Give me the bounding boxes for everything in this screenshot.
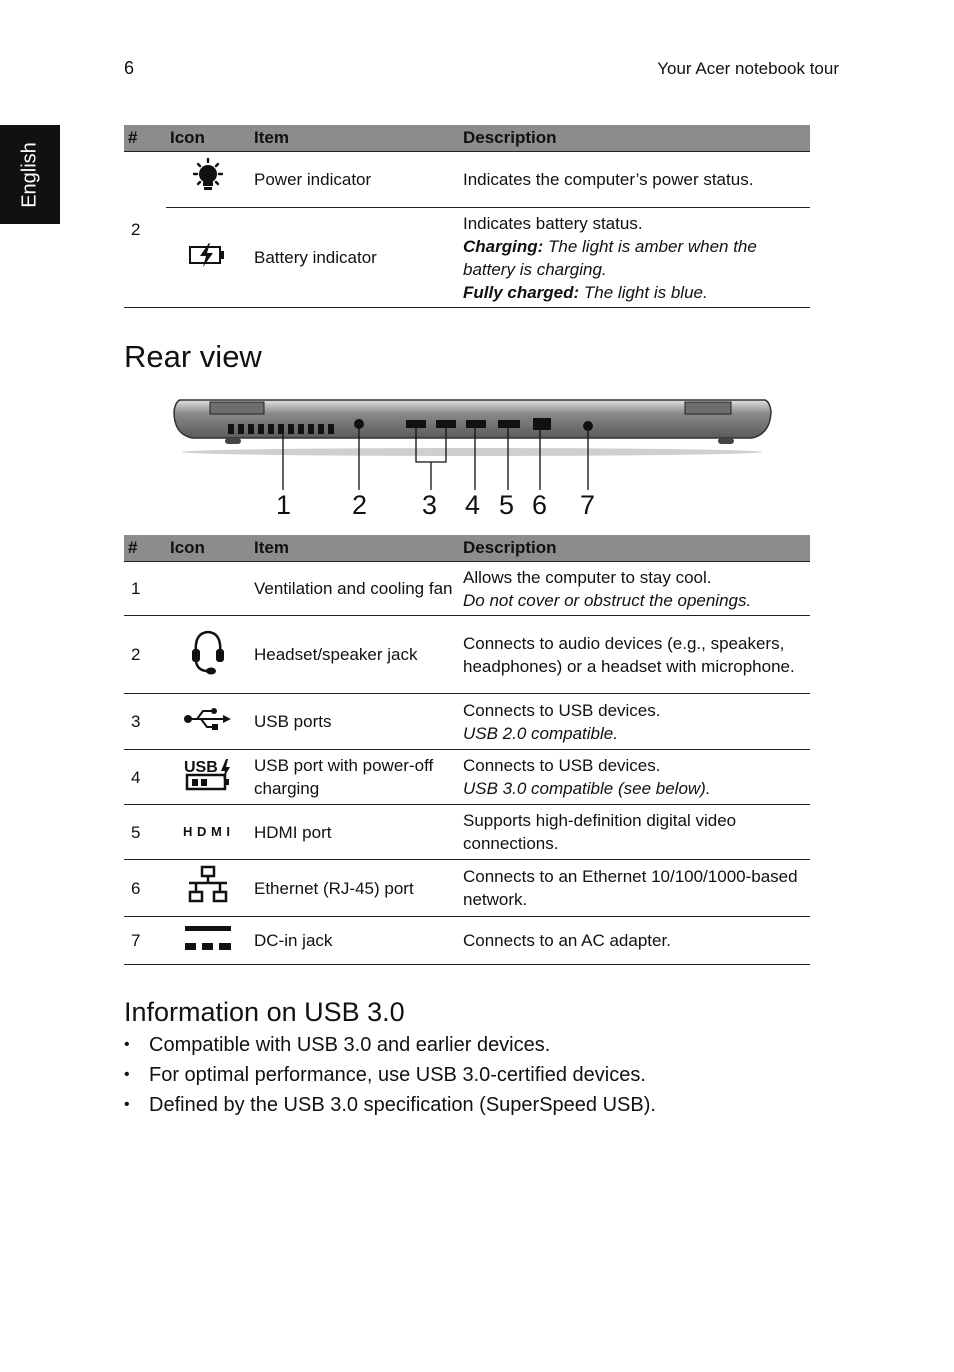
battery-charging-icon — [166, 208, 250, 308]
item-label: HDMI port — [250, 805, 459, 860]
item-description: Connects to an Ethernet 10/100/1000-based network. — [459, 860, 810, 917]
item-description: Connects to audio devices (e.g., speakers, headphones) or a headset with microphone. — [459, 616, 810, 694]
language-tab — [0, 125, 60, 224]
usb-icon — [166, 694, 250, 750]
item-label: USB ports — [250, 694, 459, 750]
desc-note: Do not cover or obstruct the openings. — [463, 590, 752, 610]
item-description — [459, 562, 810, 616]
callout-7: 7 — [580, 490, 596, 520]
charging-label: Charging: — [463, 236, 544, 256]
item-description: Supports high-definition digital video connections. — [459, 805, 810, 860]
page-number: 6 — [124, 58, 135, 78]
fan-icon-empty — [166, 562, 250, 616]
item-label: DC-in jack — [250, 917, 459, 965]
item-label: Power indicator — [250, 152, 459, 208]
callout-6: 6 — [532, 490, 548, 520]
callout-3: 3 — [422, 490, 438, 520]
table-row — [124, 616, 810, 694]
full-note — [463, 281, 806, 304]
col-item: Item — [250, 535, 459, 562]
callout-4: 4 — [465, 490, 481, 520]
item-description — [459, 208, 810, 308]
dc-in-icon — [166, 917, 250, 965]
table-row — [124, 860, 810, 917]
table-header-row — [124, 125, 810, 152]
list-item: • Defined by the USB 3.0 specification (SuperSpeed USB). — [124, 1092, 656, 1122]
table-row — [124, 152, 810, 208]
col-item: Item — [250, 125, 459, 152]
usb-info-heading: Information on USB 3.0 — [124, 997, 405, 1027]
desc-main: Connects to USB devices. — [463, 756, 661, 775]
charging-text: The light is amber when the battery is charging. — [463, 236, 757, 279]
charging-note — [463, 235, 806, 281]
desc-main: Connects to USB devices. — [463, 700, 661, 720]
svg-text:USB: USB — [184, 759, 218, 776]
row-number: 1 — [124, 562, 166, 616]
light-bulb-icon — [166, 152, 250, 208]
item-description — [459, 750, 810, 805]
item-label: Headset/speaker jack — [250, 616, 459, 694]
col-icon: Icon — [166, 125, 250, 152]
table-row — [124, 805, 810, 860]
item-description — [459, 694, 810, 750]
col-number: # — [124, 125, 166, 152]
row-number: 4 — [124, 750, 166, 805]
row-number: 3 — [124, 694, 166, 750]
callout-1: 1 — [276, 490, 292, 520]
table-row — [124, 208, 810, 308]
table-header-row — [124, 535, 810, 562]
table-row — [124, 917, 810, 965]
indicator-table — [124, 125, 810, 308]
item-label: Ethernet (RJ-45) port — [250, 860, 459, 917]
row-number: 2 — [124, 152, 166, 308]
full-text: The light is blue. — [579, 282, 708, 302]
row-number: 7 — [124, 917, 166, 965]
row-number: 5 — [124, 805, 166, 860]
full-label: Fully charged: — [463, 282, 580, 302]
table-row — [124, 562, 810, 616]
row-number: 6 — [124, 860, 166, 917]
list-item: • For optimal performance, use USB 3.0-certified devices. — [124, 1062, 656, 1092]
item-description: Connects to an AC adapter. — [459, 917, 810, 965]
callout-5: 5 — [499, 490, 515, 520]
col-icon: Icon — [166, 535, 250, 562]
item-label: USB port with power-off charging — [250, 750, 459, 805]
hdmi-icon — [166, 805, 250, 860]
desc-main: Allows the computer to stay cool. — [463, 567, 712, 587]
row-number: 2 — [124, 616, 166, 694]
col-description: Description — [459, 125, 810, 152]
headset-icon — [166, 616, 250, 694]
table-row — [124, 694, 810, 750]
item-label: Ventilation and cooling fan — [250, 562, 459, 616]
list-item: • Compatible with USB 3.0 and earlier devices. — [124, 1032, 656, 1062]
callout-2: 2 — [352, 490, 368, 520]
col-description: Description — [459, 535, 810, 562]
desc-note: USB 2.0 compatible. — [463, 723, 618, 743]
desc-note: USB 3.0 compatible (see below). — [463, 779, 711, 798]
rear-view-heading: Rear view — [124, 339, 262, 374]
ethernet-icon — [166, 860, 250, 917]
usb-charging-icon — [166, 750, 250, 805]
language-label: English — [18, 141, 41, 208]
item-description: Indicates the computer’s power status. — [459, 152, 810, 208]
battery-status-text: Indicates battery status. — [463, 213, 643, 233]
usb-info-list — [124, 1032, 656, 1122]
table-row — [124, 750, 810, 805]
item-label: Battery indicator — [250, 208, 459, 308]
col-number: # — [124, 535, 166, 562]
ports-table — [124, 535, 810, 965]
running-title: Your Acer notebook tour — [657, 59, 839, 78]
svg-text:HDMI: HDMI — [183, 823, 231, 838]
